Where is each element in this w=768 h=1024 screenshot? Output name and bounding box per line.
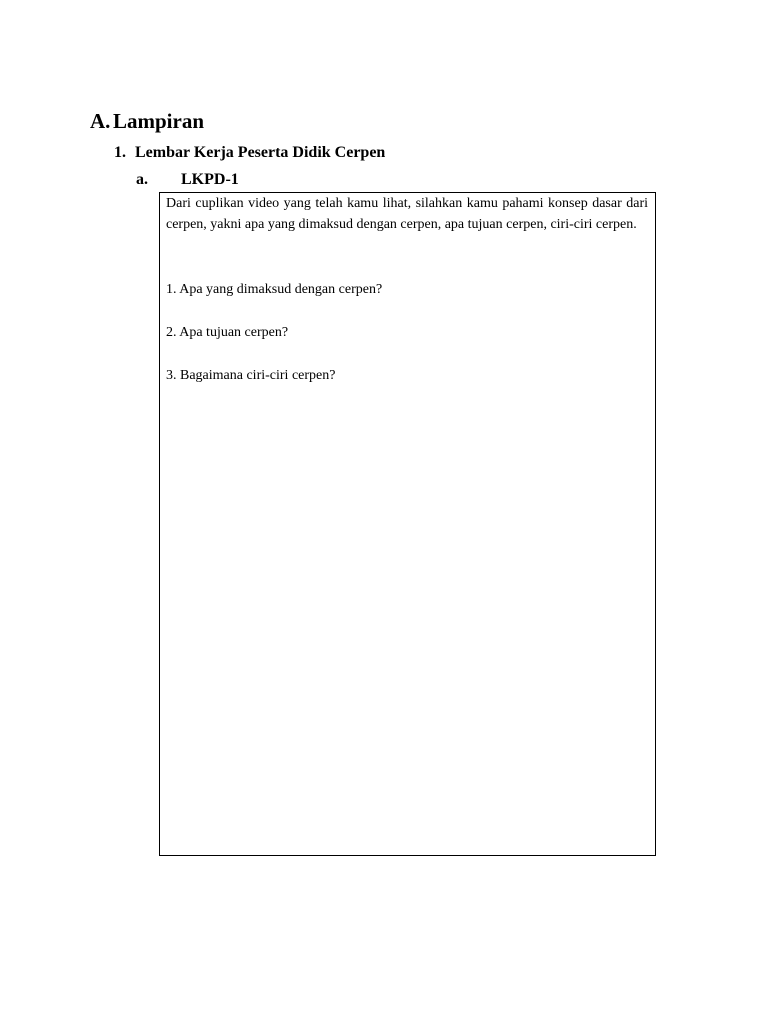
worksheet-instructions: Dari cuplikan video yang telah kamu lihat, silahkan kamu pahami konsep dasar dari cerpen, yakni apa yang dimaksud dengan cerpen, apa tujuan cerpen, ciri-ciri cerpen. [166, 196, 648, 232]
question-item: 3. Bagaimana ciri-ciri cerpen? [166, 368, 336, 383]
question-item: 1. Apa yang dimaksud dengan cerpen? [166, 282, 383, 297]
section-heading [90, 108, 204, 134]
question-item: 2. Apa tujuan cerpen? [166, 325, 289, 340]
section-marker: A. [90, 109, 111, 133]
section-title: Lampiran [113, 109, 205, 133]
worksheet-heading [136, 170, 239, 190]
worksheet-box [159, 192, 656, 856]
worksheet-title: LKPD-1 [181, 171, 239, 188]
subsection-heading [114, 143, 385, 163]
subsection-marker: 1. [114, 144, 126, 161]
worksheet-marker: a. [136, 171, 148, 188]
subsection-title: Lembar Kerja Peserta Didik Cerpen [135, 144, 386, 161]
question-list [166, 279, 648, 386]
